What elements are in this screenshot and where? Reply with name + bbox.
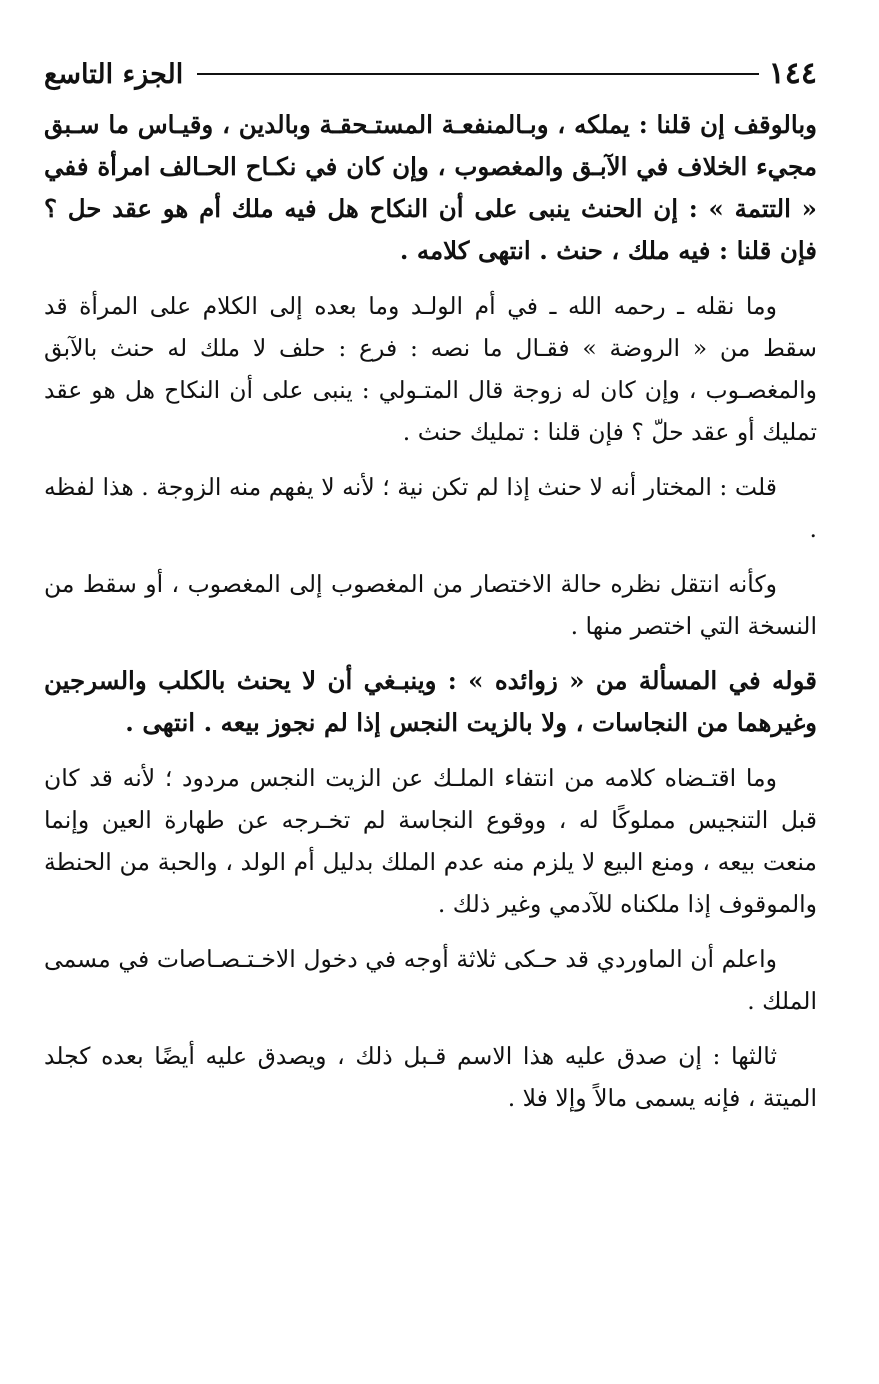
- page-header: [44, 52, 817, 96]
- page-body: [44, 104, 817, 1119]
- paragraph-2: وما نقله ـ رحمه الله ـ في أم الولـد وما بعده إلى الكلام على المرأة قد سقط من « الروضة » فقـال ما نصه : فرع : حلف لا ملك له حنث بالآبق والمغصـوب ، وإن كان له زوجة قال المتـولي : ينبى على أن النكاح هل هو عقد تمليك أو عقد حلّ ؟ فإن قلنا : تمليك حنث .: [44, 292, 817, 446]
- paragraph-8: ثالثها : إن صدق عليه هذا الاسم قـبل ذلك ، ويصدق عليه أيضًا بعده كجلد الميتة ، فإنه يسمى مالاً وإلا فلا .: [44, 1042, 817, 1112]
- page-number: ١٤٤: [768, 56, 817, 91]
- paragraph-7: واعلم أن الماوردي قد حـكى ثلاثة أوجه في دخول الاخـتـصـاصات في مسمى الملك .: [44, 945, 817, 1015]
- header-rule: [197, 73, 758, 75]
- paragraph-3: قلت : المختار أنه لا حنث إذا لم تكن نية ؛ لأنه لا يفهم منه الزوجة . هذا لفظه .: [44, 473, 817, 543]
- paragraph-4: وكأنه انتقل نظره حالة الاختصار من المغصوب إلى المغصوب ، أو سقط من النسخة التي اختصر منها .: [44, 570, 817, 640]
- running-head: الجزء التاسع: [44, 58, 184, 90]
- paragraph-6: وما اقتـضاه كلامه من انتفاء الملـك عن الزيت النجس مردود ؛ لأنه قد كان قبل التنجيس مملوكًا له ، ووقوع النجاسة لم تخـرجه عن طهارة العين وإنما منعت بيعه ، ومنع البيع لا يلزم منه عدم الملك بدليل أم الولد ، والحبة من الحنطة والموقوف إذا ملكناه للآدمي وغير ذلك .: [44, 764, 817, 918]
- paragraph-1: وبالوقف إن قلنا : يملكه ، وبـالمنفعـة المستـحقـة وبالدين ، وقيـاس ما سـبق مجيء الخلاف في الآبـق والمغصوب ، وإن كان في نكـاح الحـالف امرأة ففي « التتمة » : إن الحنث ينبى على أن النكاح هل فيه ملك أم هو عقد حل ؟ فإن قلنا : فيه ملك ، حنث . انتهى كلامه .: [44, 110, 817, 265]
- paragraph-5: قوله في المسألة من « زوائده » : وينبـغي أن لا يحنث بالكلب والسرجين وغيرهما من النجاسات ، ولا بالزيت النجس إذا لم نجوز بيعه . انتهى .: [44, 666, 817, 737]
